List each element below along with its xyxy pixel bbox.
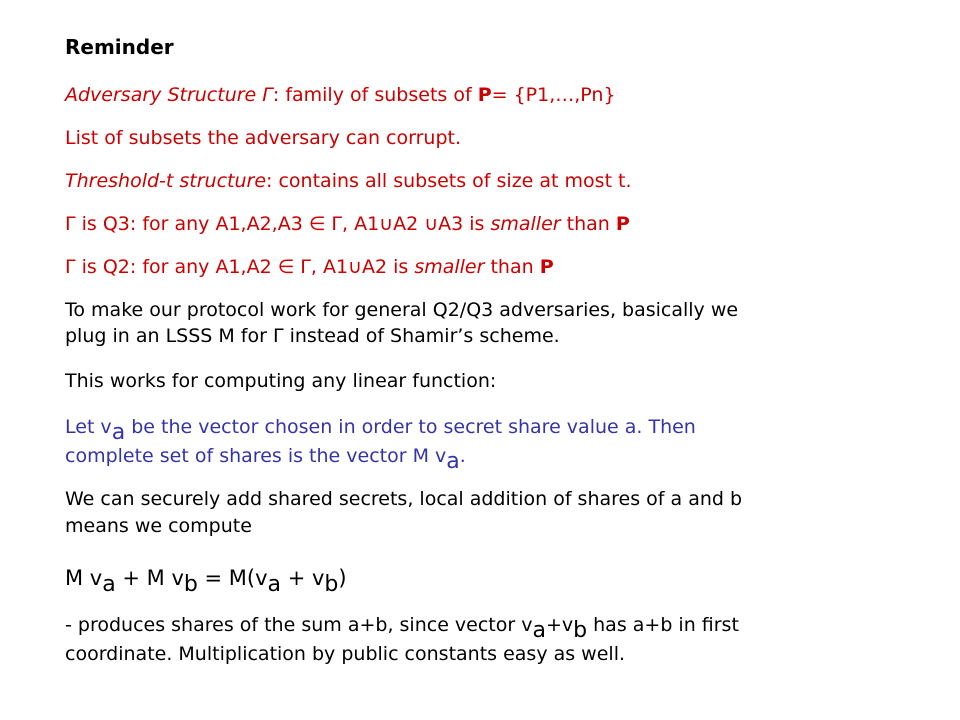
threshold-definition — [65, 168, 632, 194]
q3-p: P — [615, 213, 630, 235]
vector-l2-sub: a — [446, 449, 460, 474]
adversary-term: Adversary Structure Γ — [65, 84, 273, 106]
formula-t3: = M(v — [197, 566, 268, 590]
q3-pre: Γ is Q3: for any A1,A2,A3 ∈ Γ, A1∪A2 ∪A3 is — [65, 213, 491, 235]
vector-l2-pre: complete set of shares is the vector M v — [65, 445, 447, 467]
q3-definition — [65, 211, 630, 237]
formula-s3: a — [267, 572, 282, 597]
sum-l1-post: has a+b in first — [587, 614, 739, 636]
formula-s2: b — [183, 572, 198, 597]
q2-smaller: smaller — [414, 256, 485, 278]
threshold-rest: : contains all subsets of size at most t. — [266, 170, 632, 192]
sum-line-1 — [65, 612, 739, 643]
q2-definition — [65, 254, 554, 280]
vector-line-1 — [65, 414, 696, 445]
vector-l2-post: . — [459, 445, 466, 467]
add-line-2: means we compute — [65, 515, 252, 537]
threshold-term: Threshold-t structure — [65, 170, 267, 192]
adversary-definition — [65, 82, 616, 108]
q2-pre: Γ is Q2: for any A1,A2 ∈ Γ, A1∪A2 is — [65, 256, 415, 278]
protocol-line-2: plug in an LSSS M for Γ instead of Shamir’s scheme. — [65, 325, 560, 347]
sum-s2: b — [573, 618, 588, 643]
formula-t4: + v — [281, 566, 325, 590]
vector-l1-pre: Let v — [65, 416, 112, 438]
formula-t1: M v — [65, 566, 103, 590]
q3-smaller: smaller — [490, 213, 561, 235]
q2-p: P — [539, 256, 554, 278]
add-line-1: We can securely add shared secrets, local addition of shares of a and b — [65, 488, 743, 510]
q3-than: than — [560, 213, 616, 235]
formula-t5: ) — [338, 566, 347, 590]
vector-l1-sub: a — [111, 420, 126, 445]
formula — [65, 565, 347, 597]
vector-line-2 — [65, 443, 466, 474]
q2-than: than — [484, 256, 540, 278]
adversary-p: P — [477, 84, 492, 106]
vector-l1-post: be the vector chosen in order to secret share value a. Then — [125, 416, 696, 438]
protocol-line-1: To make our protocol work for general Q2/Q3 adversaries, basically we — [65, 299, 739, 321]
sum-l1-mid: +v — [545, 614, 574, 636]
sum-line-2: coordinate. Multiplication by public constants easy as well. — [65, 643, 626, 665]
adversary-rest: : family of subsets of — [272, 84, 478, 106]
formula-s4: b — [324, 572, 339, 597]
sum-s1: a — [532, 618, 546, 643]
linear-function-line: This works for computing any linear function: — [65, 370, 497, 392]
sum-l1-pre: - produces shares of the sum a+b, since vector v — [65, 614, 533, 636]
formula-s1: a — [102, 572, 116, 597]
slide-title: Reminder — [65, 35, 174, 59]
formula-t2: + M v — [115, 566, 184, 590]
corrupt-line: List of subsets the adversary can corrupt. — [65, 127, 462, 149]
adversary-set: = {P1,…,Pn} — [491, 84, 616, 106]
